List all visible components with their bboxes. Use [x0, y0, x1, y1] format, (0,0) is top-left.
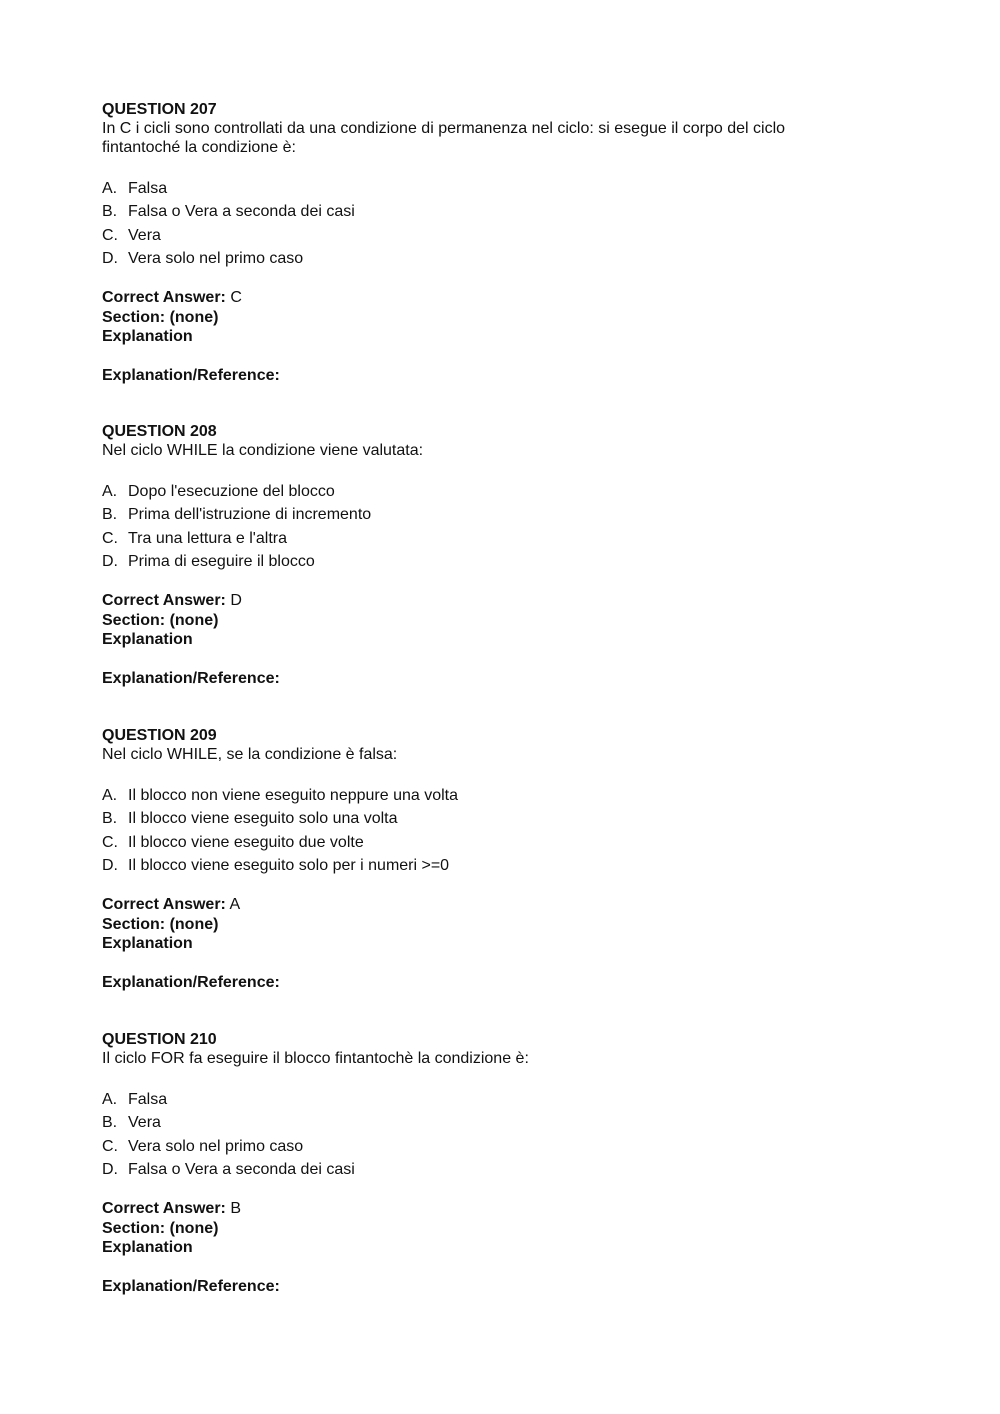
option-d: [102, 1158, 529, 1181]
option-d: [102, 854, 458, 877]
correct-answer-value: D: [230, 592, 242, 610]
explanation-heading: Explanation: [102, 935, 193, 953]
option-b: [102, 200, 785, 223]
correct-answer-label: Correct Answer:: [102, 289, 226, 307]
question-208: [102, 422, 423, 688]
explanation-reference: Explanation/Reference:: [102, 973, 280, 991]
explanation-heading: Explanation: [102, 1239, 193, 1257]
option-letter: D.: [102, 552, 118, 570]
correct-answer-label: Correct Answer:: [102, 592, 226, 610]
option-c: [102, 1135, 529, 1158]
option-letter: B.: [102, 810, 118, 828]
explanation-reference: Explanation/Reference:: [102, 366, 280, 384]
option-a: [102, 1088, 529, 1111]
explanation-reference: Explanation/Reference:: [102, 1277, 280, 1295]
correct-answer: [102, 1199, 529, 1219]
question-210: [102, 1030, 529, 1296]
option-text: Tra una lettura e l'altra: [128, 529, 287, 547]
option-a: [102, 480, 423, 503]
option-text: Vera solo nel primo caso: [128, 249, 304, 267]
question-text: Nel ciclo WHILE la condizione viene valutata:: [102, 442, 424, 459]
answer-options: [102, 480, 423, 573]
question-text: In C i cicli sono controllati da una condizione di permanenza nel ciclo: si esegue il corpo del ciclo fintantoché la condizione è:: [102, 120, 786, 156]
option-d: [102, 247, 785, 270]
option-letter: C.: [102, 529, 118, 547]
section-line: Section: (none): [102, 611, 219, 629]
section-line: Section: (none): [102, 1219, 219, 1237]
option-c: [102, 831, 458, 854]
correct-answer-value: A: [229, 896, 241, 914]
option-letter: B.: [102, 203, 118, 221]
option-b: [102, 503, 423, 526]
correct-answer-value: C: [230, 289, 242, 307]
option-text: Dopo l'esecuzione del blocco: [128, 483, 335, 500]
answer-meta: [102, 1199, 529, 1258]
option-b: [102, 1111, 529, 1134]
answer-meta: [102, 895, 458, 954]
option-text: Vera solo nel primo caso: [128, 1137, 304, 1155]
question-207: [102, 100, 785, 385]
question-209: [102, 726, 458, 992]
question-title: QUESTION 208: [102, 423, 217, 440]
option-letter: D.: [102, 856, 118, 874]
option-letter: B.: [102, 506, 118, 524]
correct-answer: [102, 895, 458, 915]
explanation-reference: Explanation/Reference:: [102, 669, 280, 687]
option-text: Falsa o Vera a seconda dei casi: [128, 1160, 355, 1178]
question-text: Il ciclo FOR fa eseguire il blocco fintantochè la condizione è:: [102, 1050, 529, 1067]
answer-options: [102, 784, 458, 877]
option-letter: A.: [102, 180, 118, 197]
option-letter: B.: [102, 1114, 118, 1132]
section-line: Section: (none): [102, 915, 219, 933]
correct-answer-label: Correct Answer:: [102, 1200, 226, 1218]
answer-options: [102, 177, 785, 270]
option-letter: D.: [102, 249, 118, 267]
question-title: QUESTION 207: [102, 101, 217, 118]
option-a: [102, 784, 458, 807]
option-d: [102, 550, 423, 573]
option-letter: A.: [102, 1091, 118, 1108]
option-letter: C.: [102, 1137, 118, 1155]
option-letter: A.: [102, 787, 118, 804]
question-title: QUESTION 209: [102, 727, 217, 744]
answer-meta: [102, 288, 785, 347]
answer-meta: [102, 591, 423, 650]
option-a: [102, 177, 785, 200]
option-c: [102, 224, 785, 247]
option-letter: D.: [102, 1160, 118, 1178]
question-title: QUESTION 210: [102, 1031, 217, 1048]
option-text: Falsa: [128, 180, 168, 197]
option-c: [102, 527, 423, 550]
correct-answer: [102, 591, 423, 611]
explanation-heading: Explanation: [102, 328, 193, 346]
option-b: [102, 807, 458, 830]
option-text: Il blocco viene eseguito solo per i numeri >=0: [128, 856, 450, 874]
option-letter: A.: [102, 483, 118, 500]
option-text: Il blocco non viene eseguito neppure una volta: [128, 787, 459, 804]
option-letter: C.: [102, 226, 118, 244]
option-text: Vera: [128, 226, 161, 244]
option-text: Vera: [128, 1114, 161, 1132]
option-text: Falsa o Vera a seconda dei casi: [128, 203, 355, 221]
answer-options: [102, 1088, 529, 1181]
option-text: Il blocco viene eseguito solo una volta: [128, 810, 398, 828]
option-text: Falsa: [128, 1091, 168, 1108]
explanation-heading: Explanation: [102, 631, 193, 649]
question-text: Nel ciclo WHILE, se la condizione è falsa:: [102, 746, 398, 763]
correct-answer: [102, 288, 785, 308]
option-letter: C.: [102, 833, 118, 851]
correct-answer-label: Correct Answer:: [102, 896, 226, 914]
option-text: Prima di eseguire il blocco: [128, 552, 315, 570]
option-text: Prima dell'istruzione di incremento: [128, 506, 372, 524]
section-line: Section: (none): [102, 308, 219, 326]
correct-answer-value: B: [230, 1200, 242, 1218]
option-text: Il blocco viene eseguito due volte: [128, 833, 364, 851]
